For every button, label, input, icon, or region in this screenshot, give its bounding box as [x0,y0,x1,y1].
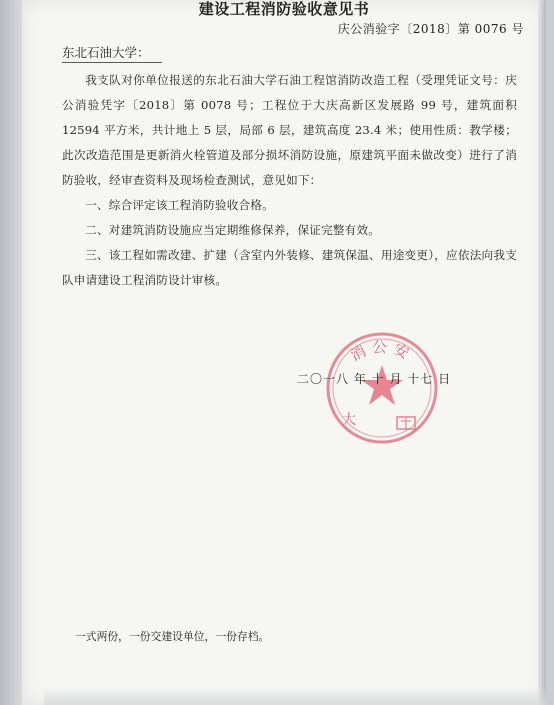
distribution-note: 一式两份，一份交建设单位，一份存档。 [75,630,270,643]
document-page [22,0,546,705]
body-paragraph: 我支队对你单位报送的东北石油大学石油工程馆消防改造工程（受理凭证文号：庆公消验凭字〔2018〕第 0078 号；工程位于大庆高新区发展路 99 号，建筑面积 12594 平方米，共计地上 5 层，局部 6 层，建筑高度 23.4 米；使用性质：教学楼；此次改造范围是更新消火栓管道及部分损坏消防设施，原建筑平面未做改变）进行了消防验收，经审查资料及现场检查测试，意见如下： [62,73,517,187]
svg-text:消公安 [347,338,416,365]
opinion-item-1: 一、综合评定该工程消防验收合格。 [85,198,274,212]
document-body [62,68,517,293]
document-number: 庆公消验字〔2018〕第 0076 号 [337,22,524,36]
seal-text: 消公安 [347,338,417,365]
recipient-underline [62,62,162,63]
issue-date: 二〇一八 年 十 月 十七 日 [297,372,452,386]
opinion-item-2: 二、对建筑消防设施应当定期维修保养，保证完整有效。 [85,223,381,237]
scan-bottom-edge [44,687,546,705]
document-title: 建设工程消防验收意见书 [198,0,370,18]
opinion-item-3: 三、该工程如需改建、扩建（含室内外装修、建筑保温、用途变更），应依法向我支队申请建设工程消防设计审核。 [62,248,517,287]
seal-subtext: 大 [342,412,356,428]
scan-left-edge [0,0,22,705]
recipient-name: 东北石油大学： [62,45,150,60]
official-seal [317,323,447,453]
scan-right-edge [538,0,546,705]
